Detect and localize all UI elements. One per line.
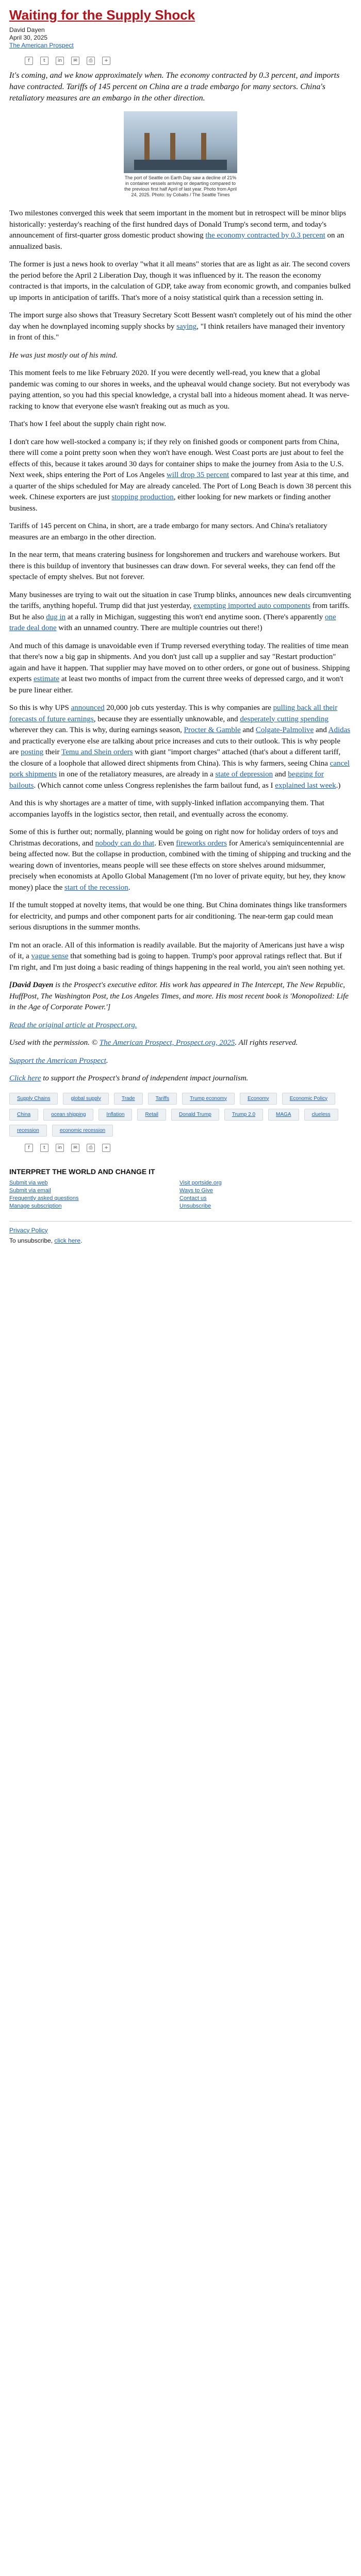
inline-link[interactable]: estimate	[34, 675, 60, 683]
tag-economy[interactable]: Economy	[240, 1093, 277, 1105]
paragraph: He was just mostly out of his mind.	[9, 351, 118, 360]
footer-divider	[9, 1221, 352, 1222]
photo-caption: The port of Seattle on Earth Day saw a decline of 21% in container vessels arriving or departing compared to the previous first half April of last year. Photo from April 24, 2025. Photo: by Cobalts / The Seattle Times	[124, 175, 237, 197]
inline-link[interactable]: start of the recession	[64, 883, 128, 892]
tag-recession[interactable]: recession	[9, 1125, 47, 1137]
article-figure	[124, 111, 237, 198]
paragraph: And much of this damage is unavoidable even if Trump reversed everything today. The realities of time mean that there's now a big gap in shipments. And you don't just call up a supplier and say "Restart production" again and have it happen. That supplier may have moved on to other orders, or gone out of business. Shipping experts estimate at least two months of impact from the current three weeks of depressed cargo, and it won't be pure linear either.	[9, 641, 350, 694]
inline-link[interactable]: posting	[21, 748, 44, 756]
inline-link[interactable]: cancel pork shipments	[9, 759, 350, 778]
inline-link[interactable]: will drop 35 percent	[166, 471, 229, 479]
linkedin-icon[interactable]: in	[56, 1144, 64, 1152]
paragraph: Some of this is further out; normally, planning would be going on right now for holiday orders of toys and Christmas decorations, and nobody can do that. Even fireworks orders for America's semiquincentennial are being affected now. But the collapse in production, combined with the timing of shipping and trucking and the wearing down of inventories, means people will see these effects on store shelves around midsummer, precisely when economists at Apollo Global Management (I'm no lover of private equity, but hey, they know money) place the start of the recession.	[9, 828, 351, 892]
footer-heading: INTERPRET THE WORLD AND CHANGE IT	[9, 1167, 155, 1176]
author-name: David Dayen	[9, 26, 45, 33]
support-link[interactable]: Support the American Prospect	[9, 1056, 106, 1065]
print-icon[interactable]: ⎙	[87, 57, 95, 65]
support-note: Support the American Prospect.	[9, 1056, 108, 1065]
twitter-icon[interactable]: t	[40, 1144, 48, 1152]
inline-link[interactable]: Adidas	[328, 726, 351, 734]
tag-economic-recession[interactable]: economic recession	[52, 1125, 113, 1137]
email-icon[interactable]: ✉	[71, 57, 79, 65]
article-header	[0, 0, 361, 203]
paragraph: I'm not an oracle. All of this information is readily available. But the majority of Americans just have a wisp of it, a vague sense that something bad is going to happen. Trump's poor approval ratings reflect that. But if I'm right, and I'm just doing a basic reading of things happening in the real world, you ain't seen nothing yet.	[9, 941, 345, 972]
tag-donald-trump[interactable]: Donald Trump	[171, 1109, 219, 1121]
tag-supply-chains[interactable]: Supply Chains	[9, 1093, 58, 1105]
read-original	[9, 1020, 352, 1031]
share-icon[interactable]: +	[102, 1144, 110, 1152]
tag-maga[interactable]: MAGA	[268, 1109, 299, 1121]
tag-trump-economy[interactable]: Trump economy	[182, 1093, 235, 1105]
privacy-policy-link[interactable]: Privacy Policy	[9, 1226, 48, 1234]
footer-link-unsubscribe[interactable]: Unsubscribe	[179, 1202, 211, 1209]
tag-china[interactable]: China	[9, 1109, 38, 1121]
tag-trade[interactable]: Trade	[114, 1093, 143, 1105]
paragraph: Two milestones converged this week that seem important in the moment but in retrospect will be minor blips historically: yesterday's reaching of the first hundred days of Donald Trump's second term, and today's announcement of first-quarter gross domestic product showing the economy contracted by 0.3 percent on an annualized basis.	[9, 209, 347, 251]
inline-link[interactable]: saying	[176, 322, 197, 331]
paragraph: The former is just a news hook to overlay "what it all means" stories that are as light as air. The second covers the period before the April 2 Liberation Day, though it was influenced by it. The reason the economy contracted is that imports, in the calculation of GDP, take away from economic growth, and companies bulked up imports in anticipation of tariffs. That's more of a noisy statistical quirk than a recession setting in.	[9, 260, 351, 302]
paragraph: So this is why UPS announced 20,000 job cuts yesterday. This is why companies are pulling back all their forecasts of future earnings, because they are essentially unknowable, and desperately cutting spending wherever they can. This is why, during earnings season, Procter & Gamble and Colgate-Palmolive and Adidas and practically everyone else are talking about price increases and cuts to their outlook. This is why people are posting their Temu and Shein orders with giant "import charges" attached (that's about a different tariff, the closure of a loophole that allowed direct shipments from China). This is why farmers, seeing China cancel pork shipments in one of the retaliatory measures, are already in a state of depression and begging for bailouts. (Which cannot come unless Congress replenishes the farm bailout fund, as I explained last week.)	[9, 704, 351, 790]
inline-link[interactable]: one trade deal done	[9, 613, 336, 632]
footer-link-faq[interactable]: Frequently asked questions	[9, 1195, 79, 1201]
inline-link[interactable]: dug in	[46, 613, 66, 621]
share-icon[interactable]: +	[102, 57, 110, 65]
crane-shape	[144, 133, 150, 164]
article-meta	[9, 26, 352, 49]
crane-shape	[170, 133, 175, 164]
tag-inflation[interactable]: Inflation	[99, 1109, 132, 1121]
publication-link[interactable]: The American Prospect	[9, 42, 74, 49]
footer-link-visit-portside[interactable]: Visit portside.org	[179, 1179, 222, 1186]
paragraph: This moment feels to me like February 2020. If you were decently well-read, you knew that a global pandemic was coming to our shores in weeks, and the upheaval would change society. But not everybody was paying attention, so you had this special knowledge, a crystal ball into a hideous moment ahead. It was nerve-racking to know that everyone else wasn't freaking out as much as you.	[9, 369, 350, 411]
crane-shape	[201, 133, 206, 164]
print-icon[interactable]: ⎙	[87, 1144, 95, 1152]
inline-link[interactable]: desperately cutting spending	[240, 715, 329, 723]
tag-global-supply[interactable]: global supply	[63, 1093, 108, 1105]
inline-link[interactable]: announced	[71, 704, 105, 712]
email-icon[interactable]: ✉	[71, 1144, 79, 1152]
publisher-link[interactable]: The American Prospect, Prospect.org, 2025	[99, 1039, 235, 1047]
inline-link[interactable]: the economy contracted by 0.3 percent	[205, 231, 325, 240]
article-title[interactable]: Waiting for the Supply Shock	[9, 7, 195, 23]
footer	[0, 1160, 361, 1216]
footer-link-submit-web[interactable]: Submit via web	[9, 1179, 48, 1186]
share-bar	[25, 57, 352, 65]
tag-trump-2[interactable]: Trump 2.0	[224, 1109, 263, 1121]
paragraph: The import surge also shows that Treasury Secretary Scott Bessent wasn't completely out of his mind the other day when he downplayed incoming supply shocks by saying, "I think retailers have managed their inventory in front of this."	[9, 311, 352, 342]
bottom-share-bar	[25, 1144, 352, 1152]
inline-link[interactable]: Procter & Gamble	[184, 726, 241, 734]
click-here-link[interactable]: Click here	[9, 1074, 41, 1082]
inline-link[interactable]: nobody can do that	[95, 839, 155, 848]
tag-retail[interactable]: Retail	[137, 1109, 166, 1121]
tag-ocean-shipping[interactable]: ocean shipping	[43, 1109, 93, 1121]
paragraph: I don't care how well-stocked a company is; if they rely on finished goods or component parts from China, there will come a point pretty soon when they won't have enough. West Coast ports are just about to feel the effects of this, because it takes around 30 days for container ships to make the journey from Asia to the U.S. Next week, ships entering the Port of Los Angeles will drop 35 percent compared to last year at this time, and a quarter of the ships scheduled for May are already canceled. The Port of Long Beach is down 38 percent this week. Chinese exporters are just stopping production, either looking for new markets or finding another business.	[9, 437, 352, 513]
paragraph: If the tumult stopped at novelty items, that would be one thing. But China dominates things like transformers for electricity, and pumps and other component parts for air conditioning. The near-term gap could mean serious disruptions in the summer months.	[9, 901, 347, 931]
paragraph: That's how I feel about the supply chain right now.	[9, 420, 167, 428]
inline-link[interactable]: explained last week	[275, 781, 336, 790]
article-body	[0, 203, 361, 1152]
inline-link[interactable]: vague sense	[31, 952, 69, 960]
tag-clueless[interactable]: clueless	[304, 1109, 338, 1121]
footer-link-contact[interactable]: Contact us	[179, 1195, 207, 1201]
bottom-links	[0, 1227, 361, 1253]
permission-note: Used with the permission. © The American Prospect, Prospect.org, 2025. All rights reserved.	[9, 1039, 298, 1047]
footer-link-manage-subscription[interactable]: Manage subscription	[9, 1202, 62, 1209]
article-lede: It's coming, and we know approximately when. The economy contracted by 0.3 percent, and imports have contracted. Tariffs of 145 percent on China are a trade embargo for many sectors. China's retaliatory measures are an embargo in the other direction.	[9, 71, 340, 103]
inline-link[interactable]: state of depression	[215, 770, 273, 778]
tag-list	[9, 1093, 352, 1137]
tag-economic-policy[interactable]: Economic Policy	[282, 1093, 335, 1105]
footer-link-ways-to-give[interactable]: Ways to Give	[179, 1187, 213, 1194]
port-photo	[124, 111, 237, 173]
inline-link[interactable]: stopping production	[111, 493, 174, 501]
unsubscribe-note: To unsubscribe, click here.	[9, 1236, 83, 1244]
footer-link-submit-email[interactable]: Submit via email	[9, 1187, 51, 1194]
paragraph: Tariffs of 145 percent on China, in short, are a trade embargo for many sectors. And China's retaliatory measures are an embargo in the other direction.	[9, 522, 327, 541]
linkedin-icon[interactable]: in	[56, 57, 64, 65]
paragraph: Many businesses are trying to wait out the situation in case Trump blinks, announces new deals circumventing the tariffs, anything hopeful. Trump did that just yesterday, exempting imported auto components from tariffs. But he also dug in at a rally in Michigan, suggesting this won't end anytime soon. (There's apparently one trade deal done with an unnamed country. There are multiple countries out there!)	[9, 590, 351, 632]
unsubscribe-link[interactable]: click here	[54, 1236, 81, 1244]
inline-link[interactable]: fireworks orders	[176, 839, 227, 848]
click-here-note: Click here to support the Prospect's brand of independent impact journalism.	[9, 1074, 249, 1082]
inline-link[interactable]: Colgate-Palmolive	[255, 726, 314, 734]
footer-links	[9, 1180, 352, 1210]
twitter-icon[interactable]: t	[40, 57, 48, 65]
ship-shape	[134, 160, 227, 170]
inline-link[interactable]: Temu and Shein orders	[61, 748, 133, 756]
paragraph: And this is why shortages are a matter of time, with supply-linked inflation accompanying them. That accompanies layoffs in the logistics sector, then retail, and eventually across the economy.	[9, 799, 324, 819]
read-original-link[interactable]: Read the original article at Prospect.org.	[9, 1021, 137, 1029]
publish-date: April 30, 2025	[9, 34, 48, 41]
inline-link[interactable]: pulling back all their forecasts of future earnings	[9, 704, 338, 723]
facebook-icon[interactable]: f	[25, 57, 33, 65]
inline-link[interactable]: exempting imported auto components	[193, 602, 311, 610]
inline-link[interactable]: begging for bailouts	[9, 770, 324, 790]
author-bio: [David Dayen is the Prospect's executive editor. His work has appeared in The Intercept, The New Republic, HuffPost, The Washington Post, the Los Angeles Times, and more. His most recent book is 'Monopolized: Life in the Age of Corporate Power.']	[9, 981, 349, 1011]
facebook-icon[interactable]: f	[25, 1144, 33, 1152]
tag-tariffs[interactable]: Tariffs	[148, 1093, 177, 1105]
paragraph: In the near term, that means cratering business for longshoremen and truckers and warehouse workers. But there is this buildup of inventory that businesses can draw down. For several weeks, they can fend off the spectacle of empty shelves. But not forever.	[9, 551, 340, 581]
